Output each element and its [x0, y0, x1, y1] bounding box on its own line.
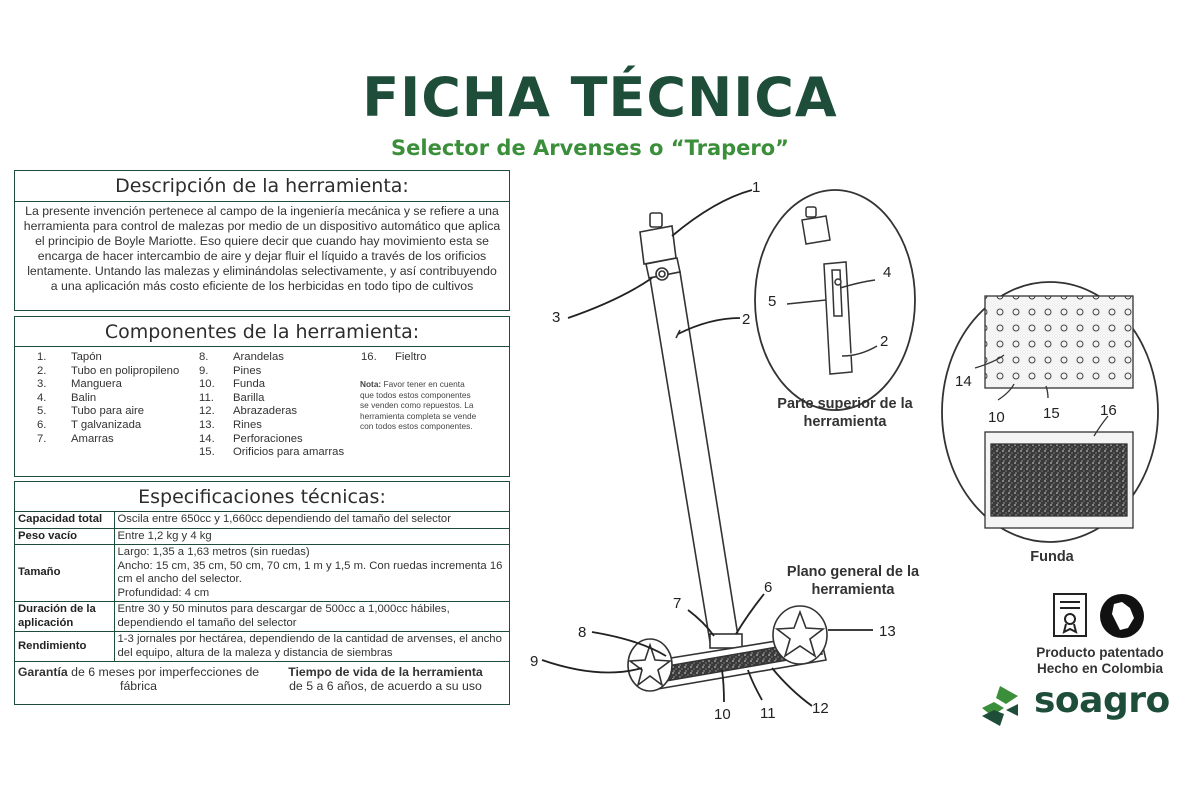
component-number: 15. [199, 446, 215, 459]
component-number: 6. [37, 418, 47, 431]
warranty-text: de 6 meses por imperfecciones de fábrica [67, 665, 260, 693]
component-label: Barilla [233, 391, 265, 404]
spec-value: 1-3 jornales por hectárea, dependiendo de la cantidad de arvenses, el ancho del equipo, altura de la maleza y distancia de siembras [114, 632, 509, 662]
component-number: 7. [37, 432, 47, 445]
spec-key: Capacidad total [15, 512, 114, 528]
component-number: 16. [361, 351, 377, 363]
component-label: Rines [233, 418, 262, 431]
soagro-logo-icon [978, 684, 1022, 728]
callout-6: 6 [764, 579, 773, 596]
description-text: La presente invención pertenece al campo de la ingeniería mecánica y se refiere a una herramienta para control de malezas por medio de un dispositivo automático que aplica el principio de Boyle Mariotte. Eso quiere decir que cuando hay movimiento esta se encarga de hacer intercambio de aire y dejar fluir el líquido a través de los orificios lentamente. Untando las malezas y eliminándolas selectivamente, y así contribuyendo a una aplicación más costo eficiente de los herbicidas en todo tipo de cultivos [23, 204, 501, 293]
patent-document-icon [1054, 594, 1086, 636]
callout-14: 14 [955, 373, 972, 390]
component-number: 13. [199, 418, 215, 431]
spec-key: Peso vacío [15, 528, 114, 545]
lifetime-label: Tiempo de vida de la herramienta [288, 665, 483, 679]
component-number: 3. [37, 378, 47, 391]
component-label: Fieltro [395, 351, 427, 363]
made-in-label [1020, 645, 1180, 677]
callout-7: 7 [673, 595, 682, 612]
callout-12: 12 [812, 700, 829, 717]
component-label: Amarras [71, 432, 114, 445]
callout-15: 15 [1043, 405, 1060, 422]
spec-value: Entre 30 y 50 minutos para descargar de 500cc a 1,000cc hábiles, dependiendo el tamaño del selector [114, 602, 509, 632]
page-title: FICHA TÉCNICA [362, 66, 838, 129]
spec-value: Entre 1,2 kg y 4 kg [114, 528, 509, 545]
callout-16: 16 [1100, 402, 1117, 419]
component-number: 9. [199, 364, 209, 377]
callout-11: 11 [760, 705, 776, 722]
component-label: T galvanizada [71, 418, 142, 431]
component-number: 11. [199, 391, 214, 404]
top-detail-drawing [787, 207, 877, 374]
component-label: Funda [233, 378, 266, 391]
callout-10: 10 [714, 706, 731, 723]
component-number: 5. [37, 405, 47, 418]
callout-3: 3 [552, 309, 561, 326]
callout-13: 13 [879, 623, 896, 640]
component-number: 4. [37, 391, 47, 404]
callout-5: 5 [768, 293, 777, 310]
callout-10b: 10 [988, 409, 1005, 426]
component-label: Pines [233, 364, 262, 377]
component-label: Arandelas [233, 351, 284, 363]
component-label: Manguera [71, 378, 122, 391]
callout-1: 1 [752, 179, 761, 196]
warranty-label: Garantía [17, 665, 68, 679]
component-number: 2. [37, 364, 47, 377]
component-label: Orificios para amarras [233, 446, 345, 459]
spec-key: Tamaño [15, 545, 114, 602]
component-label: Tubo para aire [71, 405, 145, 418]
spec-key: Duración de la aplicación [15, 602, 114, 632]
component-label: Tapón [71, 351, 102, 363]
spec-value: Largo: 1,35 a 1,63 metros (sin ruedas) Ancho: 15 cm, 35 cm, 50 cm, 70 cm, 1 m y 1,5 m. Con ruedas incrementa 16 cm el ancho del selector. Profundidad: 4 cm [114, 545, 509, 602]
component-label: Tubo en polipropileno [71, 364, 180, 377]
caption-funda: Funda [1030, 549, 1074, 565]
components-heading: Componentes de la herramienta: [15, 317, 509, 347]
component-number: 12. [199, 405, 215, 418]
spec-value: Oscila entre 650cc y 1,660cc dependiendo del tamaño del selector [114, 512, 509, 528]
callout-4: 4 [883, 264, 892, 281]
patent-line: Producto patentado [1036, 645, 1164, 660]
caption-general-plan: Plano general de la herramienta [786, 564, 920, 598]
description-heading: Descripción de la herramienta: [15, 171, 509, 202]
component-label: Balin [71, 391, 97, 404]
callout-9: 9 [530, 653, 539, 670]
specs-heading: Especificaciones técnicas: [15, 482, 509, 512]
note-text: Favor tener en cuenta que todos estos componentes se venden como repuestos. La herramienta completa se vende con todos estos componentes. [360, 379, 477, 431]
footer-badges [1050, 592, 1150, 642]
component-number: 1. [37, 351, 47, 363]
component-number: 14. [199, 432, 215, 445]
callout-2: 2 [742, 311, 751, 328]
made-in-line: Hecho en Colombia [1036, 661, 1163, 676]
component-number: 8. [199, 351, 209, 363]
brand-name: soagro [1034, 680, 1170, 721]
colombia-map-icon [1100, 594, 1144, 638]
component-number: 10. [199, 378, 215, 391]
component-label: Abrazaderas [233, 405, 298, 418]
main-tool-drawing [628, 213, 827, 691]
lifetime-text: de 5 a 6 años, de acuerdo a su uso [289, 679, 482, 693]
note-label: Nota: [360, 379, 382, 389]
callout-2b: 2 [880, 333, 889, 350]
component-label: Perforaciones [233, 432, 303, 445]
page-subtitle: Selector de Arvenses o “Trapero” [391, 136, 789, 160]
spec-key: Rendimiento [15, 632, 114, 662]
callout-8: 8 [578, 624, 587, 641]
caption-top-part: Parte superior de la herramienta [777, 396, 913, 430]
